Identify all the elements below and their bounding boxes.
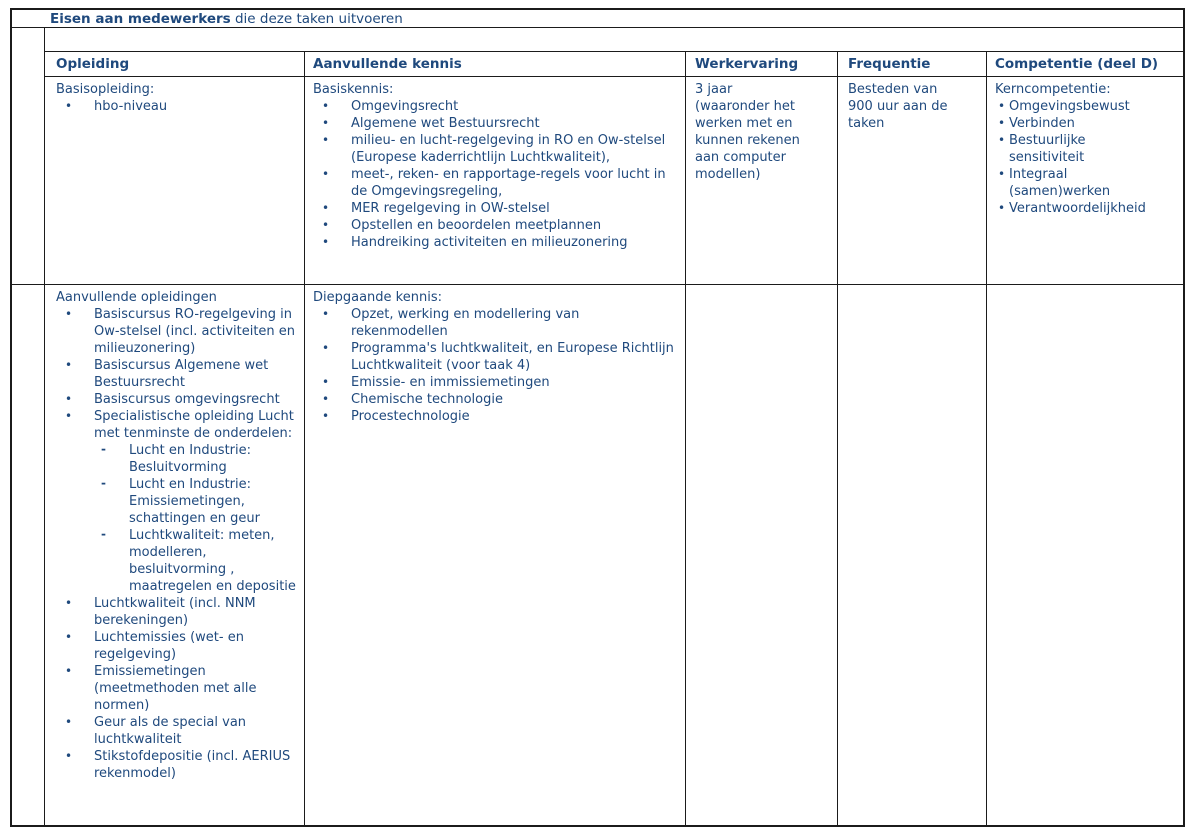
list-item-text: Basiscursus Algemene wet Bestuursrecht — [94, 358, 269, 390]
list-item — [56, 663, 298, 714]
list-item-text: Lucht en Industrie: Besluitvorming — [129, 443, 252, 475]
column-header-frequentie: Frequentie — [838, 52, 987, 77]
dot-bullet-icon: • — [322, 392, 330, 406]
list-item — [56, 714, 298, 748]
list-item — [313, 408, 677, 425]
cell-row2-competentie — [987, 285, 1183, 825]
list-item — [995, 166, 1161, 200]
dot-bullet-icon: • — [65, 715, 73, 729]
dot-bullet-icon: • — [65, 307, 73, 321]
list-item — [313, 132, 677, 166]
dot-bullet-icon: • — [322, 99, 330, 113]
list-item — [313, 217, 677, 234]
list-item-text: meet-, reken- en rapportage-regels voor lucht in de Omgevingsregeling, — [351, 167, 666, 199]
list-item-text: Programma's luchtkwaliteit, en Europese Richtlijn Luchtkwaliteit (voor taak 4) — [351, 341, 674, 373]
document-table — [10, 8, 1185, 827]
dot-bullet-icon: • — [322, 116, 330, 130]
cell-row1-competentie — [987, 77, 1183, 285]
cell-row1-werkervaring — [686, 77, 838, 285]
dash-bullet-icon: - — [101, 527, 106, 541]
table-title — [12, 10, 1183, 28]
left-spacer-bottom — [12, 285, 45, 825]
dot-bullet-icon: • — [998, 116, 1006, 130]
list-item — [995, 200, 1161, 217]
list-item-text: Opzet, werking en modellering van rekenmodellen — [351, 307, 580, 339]
list-item-text: Geur als de special van luchtkwaliteit — [94, 715, 247, 747]
dot-bullet-icon: • — [322, 133, 330, 147]
list-item-text: Omgevingsbewust — [1009, 99, 1130, 114]
cell-intro: Basiskennis: — [313, 82, 394, 97]
dot-bullet-icon: • — [65, 630, 73, 644]
list-item-text: Specialistische opleiding Lucht met tenminste de onderdelen: — [94, 409, 294, 441]
list-item-text: Luchtkwaliteit (incl. NNM berekeningen) — [94, 596, 256, 628]
list-item-text: Bestuurlijke sensitiviteit — [1009, 133, 1086, 165]
dot-bullet-icon: • — [65, 409, 73, 423]
column-header-competentie: Competentie (deel D) — [987, 52, 1183, 77]
dot-bullet-icon: • — [322, 235, 330, 249]
column-header-werkervaring: Werkervaring — [686, 52, 838, 77]
bullet-list — [313, 306, 677, 425]
list-item — [313, 306, 677, 340]
cell-row2-frequentie — [838, 285, 987, 825]
list-item — [56, 357, 298, 391]
list-item — [56, 442, 298, 476]
list-item-text: Basiscursus RO-regelgeving in Ow-stelsel (incl. activiteiten en milieuzonering) — [94, 307, 296, 356]
list-item — [56, 476, 298, 527]
list-item — [313, 166, 677, 200]
dot-bullet-icon: • — [322, 341, 330, 355]
list-item-text: Procestechnologie — [351, 409, 470, 424]
list-item-text: milieu- en lucht-regelgeving in RO en Ow-stelsel (Europese kaderrichtlijn Luchtkwaliteit), — [351, 133, 666, 165]
dash-bullet-icon: - — [101, 442, 106, 456]
dot-bullet-icon: • — [322, 218, 330, 232]
cell-row2-opleiding — [45, 285, 305, 825]
list-item-text: hbo-niveau — [94, 99, 168, 114]
list-item-text: Basiscursus omgevingsrecht — [94, 392, 280, 407]
list-item-text: Integraal (samen)werken — [1009, 167, 1111, 199]
list-item — [313, 391, 677, 408]
dot-bullet-icon: • — [322, 307, 330, 321]
list-item-text: Luchtkwaliteit: meten, modelleren, besluitvorming , maatregelen en depositie — [129, 528, 296, 594]
list-item — [56, 306, 298, 357]
list-item — [56, 748, 298, 782]
cell-intro: Diepgaande kennis: — [313, 290, 442, 305]
list-item — [995, 132, 1161, 166]
dot-bullet-icon: • — [322, 375, 330, 389]
dot-bullet-icon: • — [65, 392, 73, 406]
cell-intro: Basisopleiding: — [56, 82, 155, 97]
list-item — [56, 98, 298, 115]
list-item — [995, 115, 1161, 132]
dot-bullet-icon: • — [998, 201, 1006, 215]
cell-row1-frequentie — [838, 77, 987, 285]
dot-bullet-icon: • — [322, 167, 330, 181]
table-title-bold: Eisen aan medewerkers — [50, 11, 231, 27]
list-item — [56, 527, 298, 595]
list-item-text: Chemische technologie — [351, 392, 503, 407]
list-item — [313, 200, 677, 217]
dash-bullet-icon: - — [101, 476, 106, 490]
cell-row1-opleiding — [45, 77, 305, 285]
list-item-text: Verantwoordelijkheid — [1009, 201, 1146, 216]
list-item — [56, 629, 298, 663]
dot-bullet-icon: • — [322, 409, 330, 423]
cell-text: Besteden van 900 uur aan de taken — [848, 82, 948, 131]
dot-bullet-icon: • — [65, 664, 73, 678]
list-item — [56, 408, 298, 442]
dot-bullet-icon: • — [65, 596, 73, 610]
list-item — [313, 234, 677, 251]
bullet-list — [56, 306, 298, 782]
cell-intro: Aanvullende opleidingen — [56, 290, 217, 305]
list-item — [56, 595, 298, 629]
list-item-text: Omgevingsrecht — [351, 99, 459, 114]
list-item-text: Emissiemetingen (meetmethoden met alle normen) — [94, 664, 257, 713]
dot-bullet-icon: • — [998, 167, 1006, 181]
list-item — [313, 374, 677, 391]
list-item-text: Luchtemissies (wet- en regelgeving) — [94, 630, 244, 662]
dot-bullet-icon: • — [65, 358, 73, 372]
header-gap — [45, 28, 1183, 52]
dot-bullet-icon: • — [998, 99, 1006, 113]
dot-bullet-icon: • — [322, 201, 330, 215]
list-item — [995, 98, 1161, 115]
cell-row1-aanvullende-kennis — [305, 77, 686, 285]
bullet-list — [56, 98, 298, 115]
list-item-text: Handreiking activiteiten en milieuzonering — [351, 235, 628, 250]
bullet-list — [313, 98, 677, 251]
left-spacer-top — [12, 28, 45, 285]
list-item — [56, 391, 298, 408]
list-item — [313, 98, 677, 115]
table-title-rest: die deze taken uitvoeren — [230, 11, 403, 27]
bullet-list — [995, 98, 1161, 217]
list-item-text: Algemene wet Bestuursrecht — [351, 116, 540, 131]
list-item-text: Lucht en Industrie: Emissiemetingen, schattingen en geur — [129, 477, 260, 526]
cell-row2-aanvullende-kennis — [305, 285, 686, 825]
dot-bullet-icon: • — [65, 99, 73, 113]
cell-text: 3 jaar (waaronder het werken met en kunnen rekenen aan computer modellen) — [695, 82, 800, 182]
cell-intro: Kerncompetentie: — [995, 82, 1111, 97]
column-header-opleiding: Opleiding — [45, 52, 305, 77]
dot-bullet-icon: • — [65, 749, 73, 763]
cell-row2-werkervaring — [686, 285, 838, 825]
column-header-aanvullende-kennis: Aanvullende kennis — [305, 52, 686, 77]
list-item-text: Opstellen en beoordelen meetplannen — [351, 218, 602, 233]
dot-bullet-icon: • — [998, 133, 1006, 147]
list-item-text: Verbinden — [1009, 116, 1075, 131]
list-item-text: Emissie- en immissiemetingen — [351, 375, 550, 390]
list-item-text: Stikstofdepositie (incl. AERIUS rekenmodel) — [94, 749, 291, 781]
list-item — [313, 115, 677, 132]
list-item — [313, 340, 677, 374]
list-item-text: MER regelgeving in OW-stelsel — [351, 201, 550, 216]
